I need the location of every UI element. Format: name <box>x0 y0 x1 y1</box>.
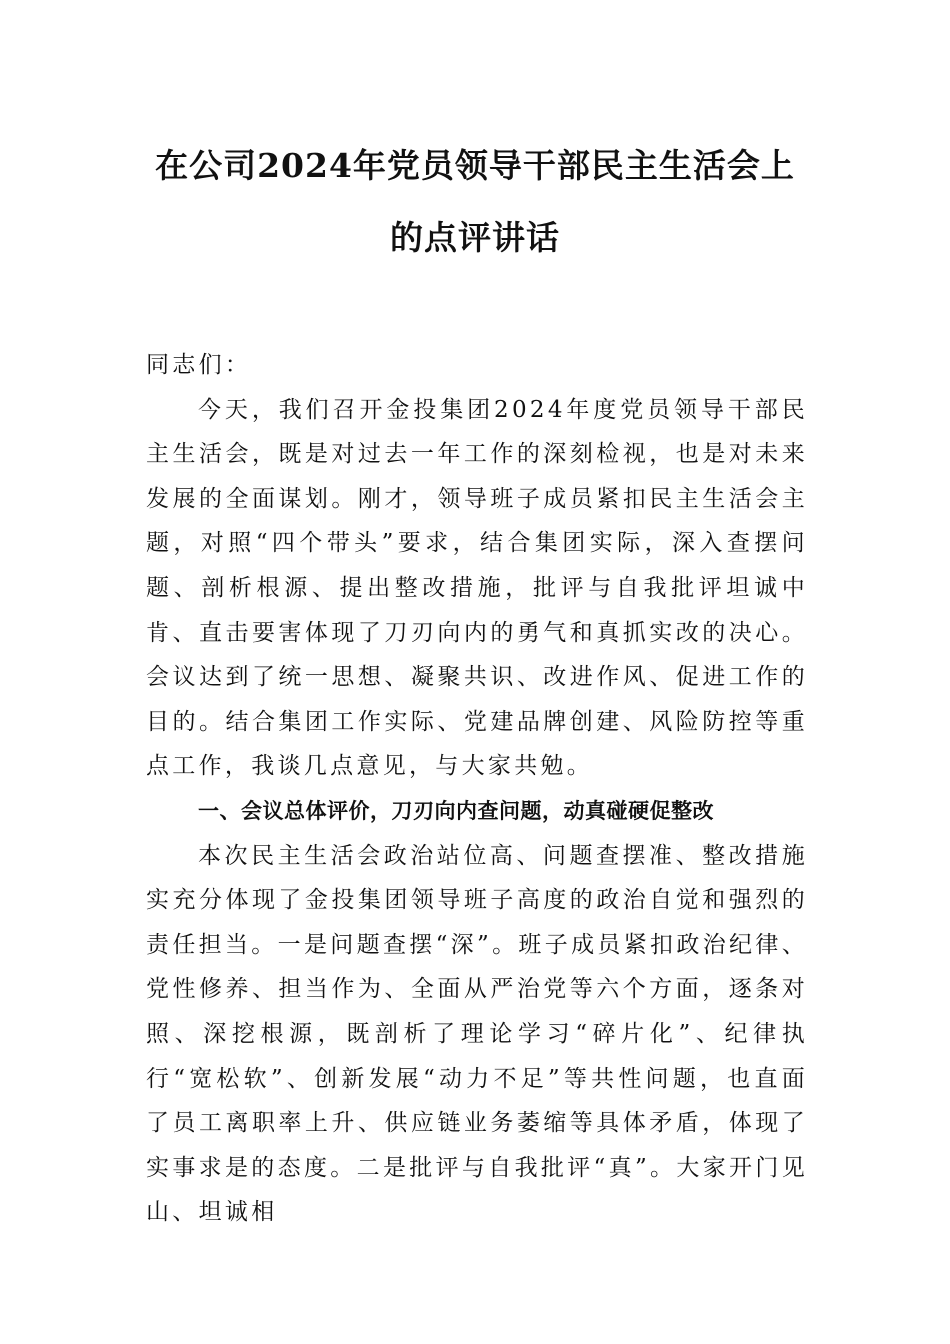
salutation: 同志们： <box>146 352 252 378</box>
document-body <box>146 343 808 1235</box>
document-title-line-2: 的点评讲话 <box>390 218 560 257</box>
intro-paragraph: 今天，我们召开金投集团2024年度党员领导干部民主生活会，既是对过去一年工作的深刻检视，也是对未来发展的全面谋划。刚才，领导班子成员紧扣民主生活会主题，对照“四个带头”要求，结合集团实际，深入查摆问题、剖析根源、提出整改措施，批评与自我批评坦诚中肯、直击要害体现了刀刃向内的勇气和真抓实改的决心。会议达到了统一思想、凝聚共识、改进作风、促进工作的目的。结合集团工作实际、党建品牌创建、风险防控等重点工作，我谈几点意见，与大家共勉。 <box>146 396 808 780</box>
document-title-line-1: 在公司2024年党员领导干部民主生活会上 <box>155 146 795 185</box>
section-1-heading: 一、会议总体评价，刀刃向内查问题，动真碰硬促整改 <box>198 798 714 823</box>
section-1-paragraph: 本次民主生活会政治站位高、问题查摆准、整改措施实充分体现了金投集团领导班子高度的政治自觉和强烈的责任担当。一是问题查摆“深”。班子成员紧扣政治纪律、党性修养、担当作为、全面从严治党等六个方面，逐条对照、深挖根源，既剖析了理论学习“碎片化”、纪律执行“宽松软”、创新发展“动力不足”等共性问题，也直面了员工离职率上升、供应链业务萎缩等具体矛盾，体现了实事求是的态度。二是批评与自我批评“真”。大家开门见山、坦诚相 <box>146 842 808 1226</box>
